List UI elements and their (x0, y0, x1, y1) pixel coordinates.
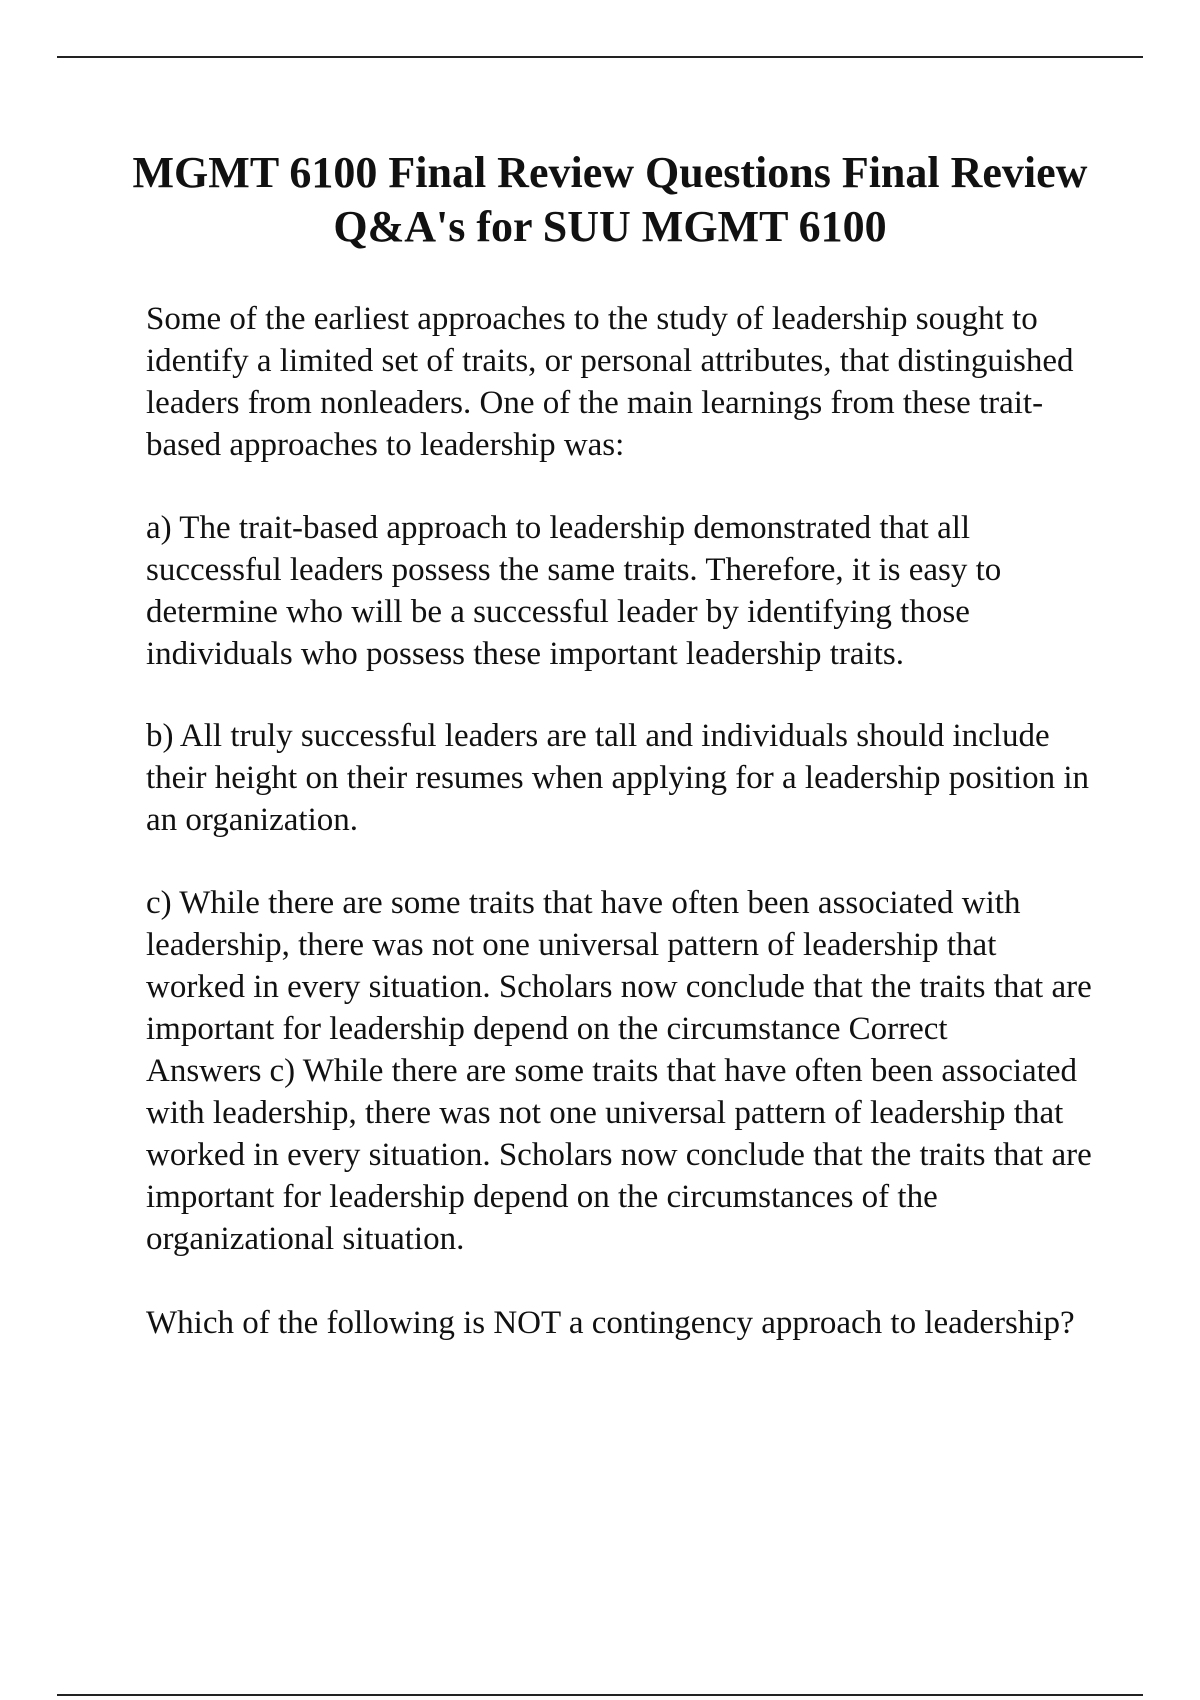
document-title: MGMT 6100 Final Review Questions Final Review Q&A's for SUU MGMT 6100 (132, 148, 1088, 251)
question-1-correct-answer: c) While there are some traits that have often been associated with leadership, there was not one universal pattern of leadership that worked in every situation. Scholars now conclude that the traits that are important for leadership depend on the circumstances of the organizational situation. (146, 1053, 1092, 1257)
document-body (146, 298, 1096, 1384)
bottom-divider (57, 1694, 1143, 1696)
question-2-stem: Which of the following is NOT a contingency approach to leadership? (146, 1305, 1075, 1341)
question-1-option-c: c) While there are some traits that have often been associated with leadership, there was not one universal pattern of leadership that worked in every situation. Scholars now conclude that the traits that are important for leadership depend on the circumstance (146, 885, 1092, 1047)
question-1-option-a: a) The trait-based approach to leadership demonstrated that all successful leaders possess the same traits. Therefore, it is easy to determine who will be a successful leader by identifying those individuals who possess these important leadership traits. (146, 510, 1002, 672)
question-1-option-b: b) All truly successful leaders are tall and individuals should include their height on their resumes when applying for a leadership position in an organization. (146, 718, 1090, 838)
question-1-option-c-with-answer (146, 882, 1096, 1260)
top-divider (57, 56, 1143, 58)
correct-answers-label: Correct Answers (146, 1011, 948, 1089)
question-1-stem: Some of the earliest approaches to the study of leadership sought to identify a limited set of traits, or personal attributes, that distinguished leaders from nonleaders. One of the main learnings from these trait-based approaches to leadership was: (146, 301, 1074, 463)
